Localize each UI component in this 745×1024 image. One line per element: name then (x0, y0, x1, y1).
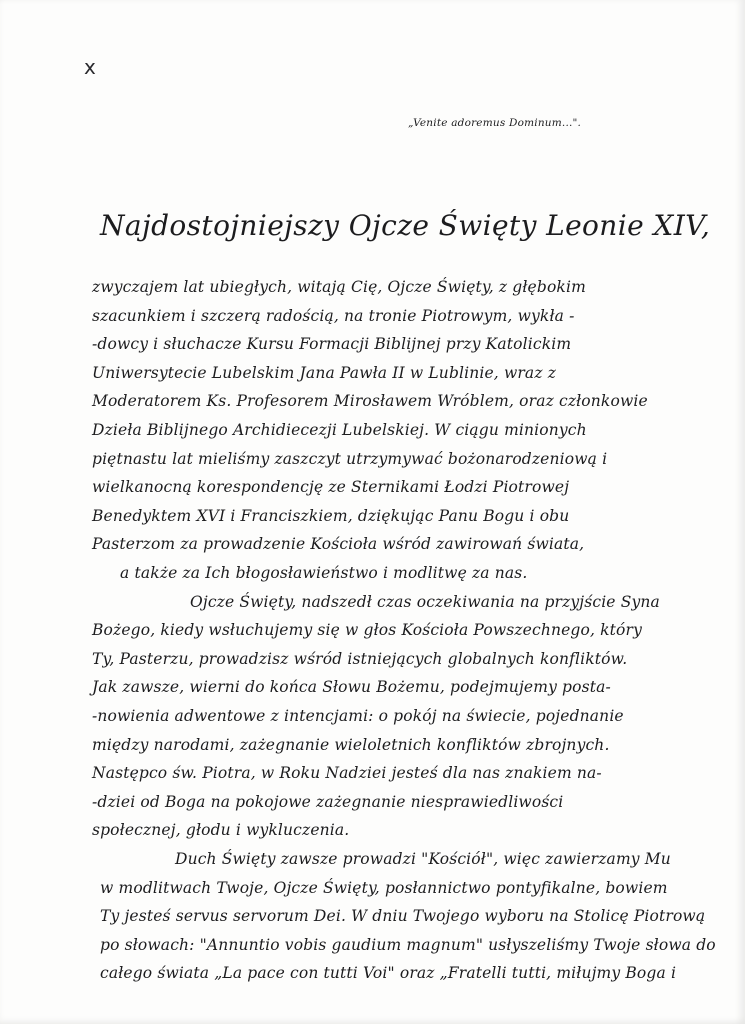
salutation-heading: Najdostojniejszy Ojcze Święty Leonie XIV, (100, 209, 711, 242)
body-line: Jak zawsze, wierni do końca Słowu Bożemu, podejmujemy posta- (92, 678, 611, 697)
paragraph-start-line: Ojcze Święty, nadszedł czas oczekiwania na przyjście Syna (190, 592, 660, 611)
body-line: piętnastu lat mieliśmy zaszczyt utrzymywać bożonarodzeniową i (92, 449, 608, 468)
body-line: Ty jesteś servus servorum Dei. W dniu Twojego wyboru na Stolicę Piotrową (100, 907, 706, 926)
body-line: wielkanocną korespondencję ze Sternikami Łodzi Piotrowej (92, 478, 570, 497)
body-line: zwyczajem lat ubiegłych, witają Cię, Ojcze Święty, z głębokim (92, 278, 586, 296)
body-line: Następco św. Piotra, w Roku Nadziei jesteś dla nas znakiem na- (92, 764, 602, 783)
body-line: Bożego, kiedy wsłuchujemy się w głos Kościoła Powszechnego, który (92, 621, 643, 640)
body-line: między narodami, zażegnanie wieloletnich konfliktów zbrojnych. (92, 735, 610, 754)
body-line: -dowcy i słuchacze Kursu Formacji Biblijnej przy Katolickim (92, 335, 572, 354)
body-line: Dzieła Biblijnego Archidiecezji Lubelskiej. W ciągu minionych (92, 421, 587, 439)
body-line: całego świata „La pace con tutti Voi" oraz „Fratelli tutti, miłujmy Boga i (100, 964, 677, 983)
motto: „Venite adoremus Dominum...". (408, 117, 582, 129)
body-line: w modlitwach Twoje, Ojcze Święty, posłannictwo pontyfikalne, bowiem (100, 878, 668, 897)
body-line: społecznej, głodu i wykluczenia. (92, 821, 350, 840)
body-line: -nowienia adwentowe z intencjami: o pokój na świecie, pojednanie (92, 707, 624, 725)
corner-mark: x (84, 55, 96, 79)
body-line: Benedyktem XVI i Franciszkiem, dziękując Panu Bogu i obu (92, 506, 570, 525)
body-line: Moderatorem Ks. Profesorem Mirosławem Wróblem, oraz członkowie (92, 392, 648, 411)
paragraph-start-line: Duch Święty zawsze prowadzi "Kościół", więc zawierzamy Mu (175, 850, 671, 868)
body-line: Pasterzom za prowadzenie Kościoła wśród zawirowań świata, (92, 535, 585, 554)
body-line: po słowach: "Annuntio vobis gaudium magnum" usłyszeliśmy Twoje słowa do (100, 935, 716, 954)
body-line: Uniwersytecie Lubelskim Jana Pawła II w Lublinie, wraz z (92, 363, 557, 382)
body-line: a także za Ich błogosławieństwo i modlitwę za nas. (120, 564, 528, 582)
body-line: -dziei od Boga na pokojowe zażegnanie niesprawiedliwości (92, 792, 564, 811)
body-line: Ty, Pasterzu, prowadzisz wśród istniejących globalnych konfliktów. (92, 649, 628, 668)
body-line: szacunkiem i szczerą radością, na tronie Piotrowym, wykła - (92, 306, 575, 325)
